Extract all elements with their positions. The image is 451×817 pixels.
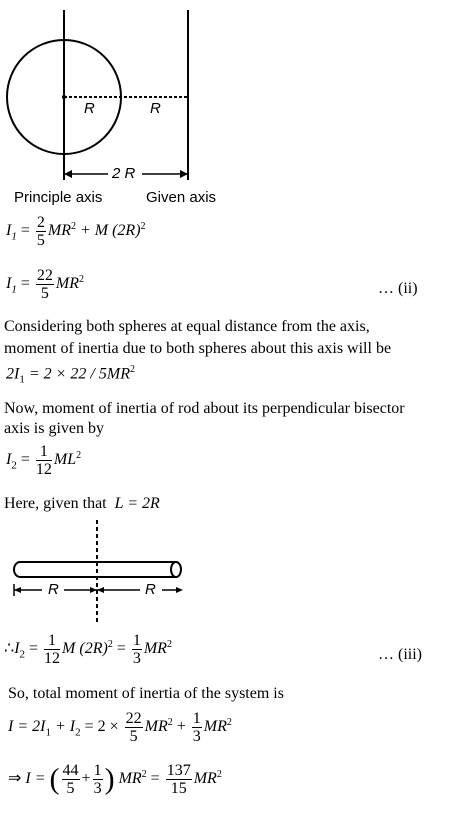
- caption-given-axis: Given axis: [146, 189, 217, 206]
- fig1-label-r-right: R: [150, 100, 161, 117]
- fig2-label-r-left: R: [48, 581, 59, 598]
- fig1-label-2r: 2 R: [112, 165, 136, 182]
- equation-total-i: $I = 2I_1 + I_2 = 2$ × $\frac{22}{5}$ $MR^2$ + $\frac{1}{3}$ $MR^2$: [8, 710, 232, 745]
- equation-tag-iii: … (iii): [378, 646, 422, 663]
- paragraph-spheres-line2: moment of inertia due to both spheres about this axis will be: [4, 340, 392, 357]
- center-dot: [62, 95, 66, 99]
- paragraph-given-l: Here, given that L = 2R: [4, 495, 160, 512]
- rod-arrow-right-end: [176, 587, 183, 593]
- arrowhead-right: [180, 170, 188, 178]
- paragraph-total: So, total moment of inertia of the system is: [8, 685, 284, 702]
- rod-right-cap: [171, 562, 181, 577]
- equation-2i1: $2I_1 = 2 \times 22 / 5MR^2$: [6, 364, 135, 386]
- rod-arrow-left-mid: [90, 587, 97, 593]
- equation-final-i: ⇒ I = ( $\frac{44}{5}$ + $\frac{1}{3}$ ) $MR^2$ = $\frac{137}{15}$ $MR^2$: [8, 762, 222, 797]
- paragraph-rod-line2: axis is given by: [4, 420, 104, 437]
- arrowhead-left: [64, 170, 72, 178]
- caption-principle-axis: Principle axis: [14, 189, 103, 206]
- fig2-label-r-right: R: [145, 581, 156, 598]
- rod-left-cap: [14, 562, 20, 577]
- rod-arrow-left-end: [14, 587, 21, 593]
- fig1-label-r-left: R: [84, 100, 95, 117]
- equation-i2: $I_2$ = $\frac{1}{12}$ $ML^2$: [6, 443, 82, 478]
- equation-tag-ii: … (ii): [378, 280, 418, 297]
- equation-i1: $I_1$ = $\frac{2}{5}$ $MR^2 + M$ $(2R)^2$: [6, 214, 146, 249]
- rod-arrow-right-mid: [97, 587, 104, 593]
- paragraph-rod-line1: Now, moment of inertia of rod about its perpendicular bisector: [4, 400, 405, 417]
- sphere-axis-figure: [0, 0, 451, 210]
- equation-i2-result: $\therefore I_2$ = $\frac{1}{12}$ M $(2R)^2$ = $\frac{1}{3}$ $MR^2$: [4, 632, 172, 667]
- equation-i1-result: $I_1$ = $\frac{22}{5}$ $MR^2$: [6, 267, 84, 302]
- paragraph-spheres-line1: Considering both spheres at equal distance from the axis,: [4, 318, 370, 335]
